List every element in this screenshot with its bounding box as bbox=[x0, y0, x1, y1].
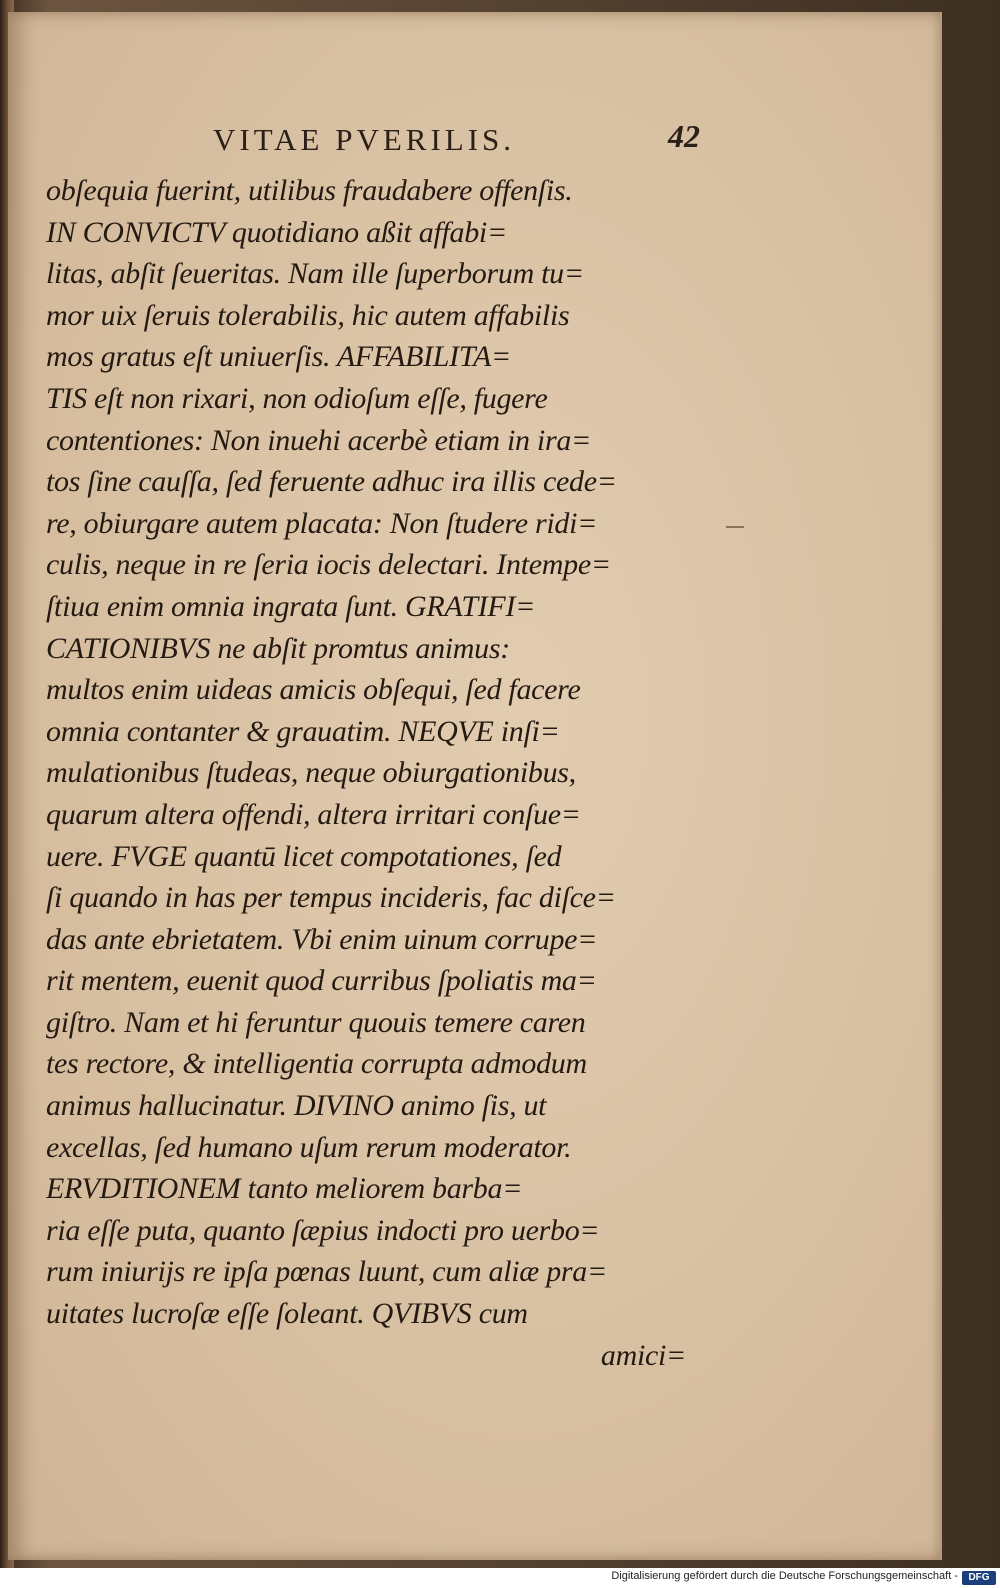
text-line: rum iniurijs re ipſa pœnas luunt, cum aliæ pra= bbox=[46, 1255, 607, 1289]
text-line: uere. FVGE quantū licet compotationes, ſed bbox=[46, 839, 562, 873]
running-head bbox=[68, 116, 718, 166]
catchword: amici= bbox=[600, 1338, 686, 1372]
text-line: omnia contanter & grauatim. NEQVE inſi= bbox=[46, 714, 560, 748]
text-line: tos ſine cauſſa, ſed feruente adhuc ira illis cede= bbox=[46, 465, 617, 499]
text-line: rit mentem, euenit quod curribus ſpoliatis ma= bbox=[46, 964, 597, 998]
text-line: mulationibus ſtudeas, neque obiurgationibus, bbox=[46, 756, 576, 790]
footer-bar bbox=[0, 1568, 1000, 1588]
text-line: uitates lucroſæ eſſe ſoleant. QVIBVS cum bbox=[46, 1297, 528, 1331]
text-line: TIS eſt non rixari, non odioſum eſſe, fugere bbox=[46, 381, 548, 415]
text-line: quarum altera offendi, altera irritari conſue= bbox=[46, 797, 581, 831]
text-line: multos enim uideas amicis obſequi, ſed facere bbox=[46, 673, 581, 707]
funding-credit: Digitalisierung gefördert durch die Deutsche Forschungsgemeinschaft - bbox=[611, 1570, 958, 1582]
text-line: mos gratus eſt uniuerſis. AFFABILITA= bbox=[46, 340, 511, 374]
dfg-logo-icon: DFG bbox=[962, 1571, 996, 1585]
text-line: tes rectore, & intelligentia corrupta admodum bbox=[46, 1047, 587, 1081]
text-line: IN CONVICTV quotidiano aßit affabi= bbox=[46, 215, 507, 249]
text-line: ſi quando in has per tempus incideris, fac diſce= bbox=[46, 881, 616, 915]
text-line: giſtro. Nam et hi feruntur quouis temere caren bbox=[46, 1005, 586, 1039]
text-line: excellas, ſed humano uſum rerum moderator. bbox=[46, 1130, 572, 1164]
text-line: re, obiurgare autem placata: Non ſtudere ridi= bbox=[46, 506, 598, 540]
text-line: ERVDITIONEM tanto meliorem barba= bbox=[46, 1172, 523, 1206]
text-line: animus hallucinatur. DIVINO animo ſis, ut bbox=[46, 1089, 547, 1123]
text-line: ria eſſe puta, quanto ſæpius indocti pro uerbo= bbox=[46, 1213, 600, 1247]
text-line: litas, abſit ſeueritas. Nam ille ſuperborum tu= bbox=[46, 257, 584, 291]
text-line: culis, neque in re ſeria iocis delectari. Intempe= bbox=[46, 548, 611, 582]
text-line: CATIONIBVS ne abſit promtus animus: bbox=[46, 631, 510, 665]
margin-mark bbox=[726, 526, 744, 528]
text-line: contentiones: Non inuehi acerbè etiam in ira= bbox=[46, 423, 591, 457]
text-line: mor uix ſeruis tolerabilis, hic autem affabilis bbox=[46, 298, 570, 332]
text-line: ſtiua enim omnia ingrata ſunt. GRATIFI= bbox=[46, 589, 536, 623]
text-line: obſequia fuerint, utilibus fraudabere offenſis. bbox=[46, 174, 573, 207]
page-number: 42 bbox=[668, 118, 700, 154]
book-page bbox=[8, 12, 942, 1560]
text-line: das ante ebrietatem. Vbi enim uinum corrupe= bbox=[46, 922, 598, 956]
text-block bbox=[46, 170, 706, 1376]
running-title: VITAE PVERILIS. bbox=[213, 122, 516, 157]
